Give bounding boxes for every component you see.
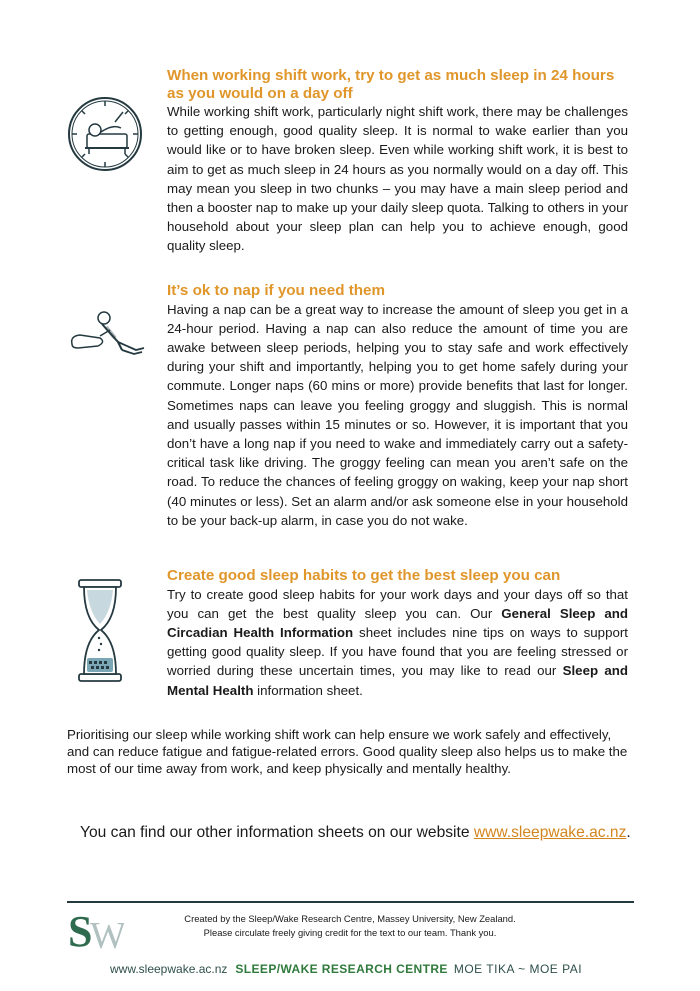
section-heading: Create good sleep habits to get the best sleep you can bbox=[167, 567, 561, 584]
svg-text:W: W bbox=[90, 915, 124, 954]
section-body: Having a nap can be a great way to increase the amount of sleep you get in a 24-hour period. Having a nap can also reduce the amount of time you are awake between sleep periods, helping you to stay safe and work effectively during your shift and importantly, helping you to get home safely during your commute. Longer naps (60 mins or more) provide benefits that last for longer. Sometimes naps can leave you feeling groggy and sluggish. This is normal and usually passes within 15 minutes or so. However, it is important that you don’t have a long nap if you need to wake and immediately carry out a safety-critical task like driving. The groggy feeling can mean you aren’t safe on the road. To reduce the chances of feeling groggy on waking, keep your nap short (40 minutes or less). Set an alarm and/or ask someone else in your household to be your back-up alarm, in case you do not wake. bbox=[167, 301, 628, 528]
credit-line: Created by the Sleep/Wake Research Centre, Massey University, New Zealand. bbox=[184, 913, 516, 924]
section-body bbox=[167, 585, 628, 700]
website-callout bbox=[80, 824, 640, 842]
mental-health-sheet-reference: Sleep and Mental Health bbox=[167, 663, 628, 698]
napping-person-icon bbox=[60, 302, 150, 377]
footer-centre-name: SLEEP/WAKE RESEARCH CENTRE bbox=[235, 962, 448, 976]
website-link[interactable]: www.sleepwake.ac.nz bbox=[473, 824, 627, 841]
credit-line: Please circulate freely giving credit for the text to our team. Thank you. bbox=[203, 927, 497, 938]
section-heading: It’s ok to nap if you need them bbox=[167, 282, 385, 299]
footer-website[interactable]: www.sleepwake.ac.nz bbox=[110, 962, 228, 976]
body-text: Try to create good sleep habits for your work days and your days off so that you can get the best quality sleep you can. Our bbox=[167, 586, 628, 621]
body-text: information sheet. bbox=[253, 682, 363, 698]
section-body: While working shift work, particularly night shift work, there may be challenges to getting enough, good quality sleep. It is normal to wake earlier than you would like or to have broken sleep. Even while working shift work, it is best to aim to get as much sleep in 24 hours as you normally would on a day off. This may mean you sleep in two chunks – you may have a main sleep period and then a booster nap to make up your daily sleep quota. Talking to others in your household about your sleep plan can help you to achieve enough, good quality sleep. bbox=[167, 104, 629, 254]
footer-motto: MOE TIKA ~ MOE PAI bbox=[453, 962, 583, 976]
clock-sleep-icon bbox=[65, 94, 145, 179]
svg-text:S: S bbox=[68, 907, 93, 954]
section-nap bbox=[167, 282, 628, 530]
general-sleep-sheet-reference: General Sleep and Circadian Health Information bbox=[167, 605, 628, 640]
section-heading: When working shift work, try to get as much sleep in 24 hours as you would on a day off bbox=[167, 67, 615, 102]
footer-divider bbox=[67, 901, 634, 903]
section-sleep-habits bbox=[167, 567, 628, 700]
credits bbox=[140, 912, 560, 940]
closing-paragraph: Prioritising our sleep while working shift work can help ensure we work safely and effectively, and can reduce fatigue and fatigue-related errors. Good quality sleep also helps us to make the most of our time away from work, and keep physically and mentally healthy. bbox=[67, 727, 628, 776]
sleepwake-logo bbox=[66, 906, 124, 959]
website-callout-period: . bbox=[626, 824, 631, 841]
section-shift-sleep bbox=[167, 67, 628, 256]
hourglass-icon bbox=[75, 578, 125, 688]
footer-bar bbox=[110, 962, 630, 976]
body-text: sheet includes nine tips on ways to support getting good quality sleep. If you have found that you are feeling stressed or worried during these uncertain times, you may like to read our bbox=[167, 624, 628, 679]
website-callout-text: You can find our other information sheets on our website bbox=[80, 824, 474, 841]
